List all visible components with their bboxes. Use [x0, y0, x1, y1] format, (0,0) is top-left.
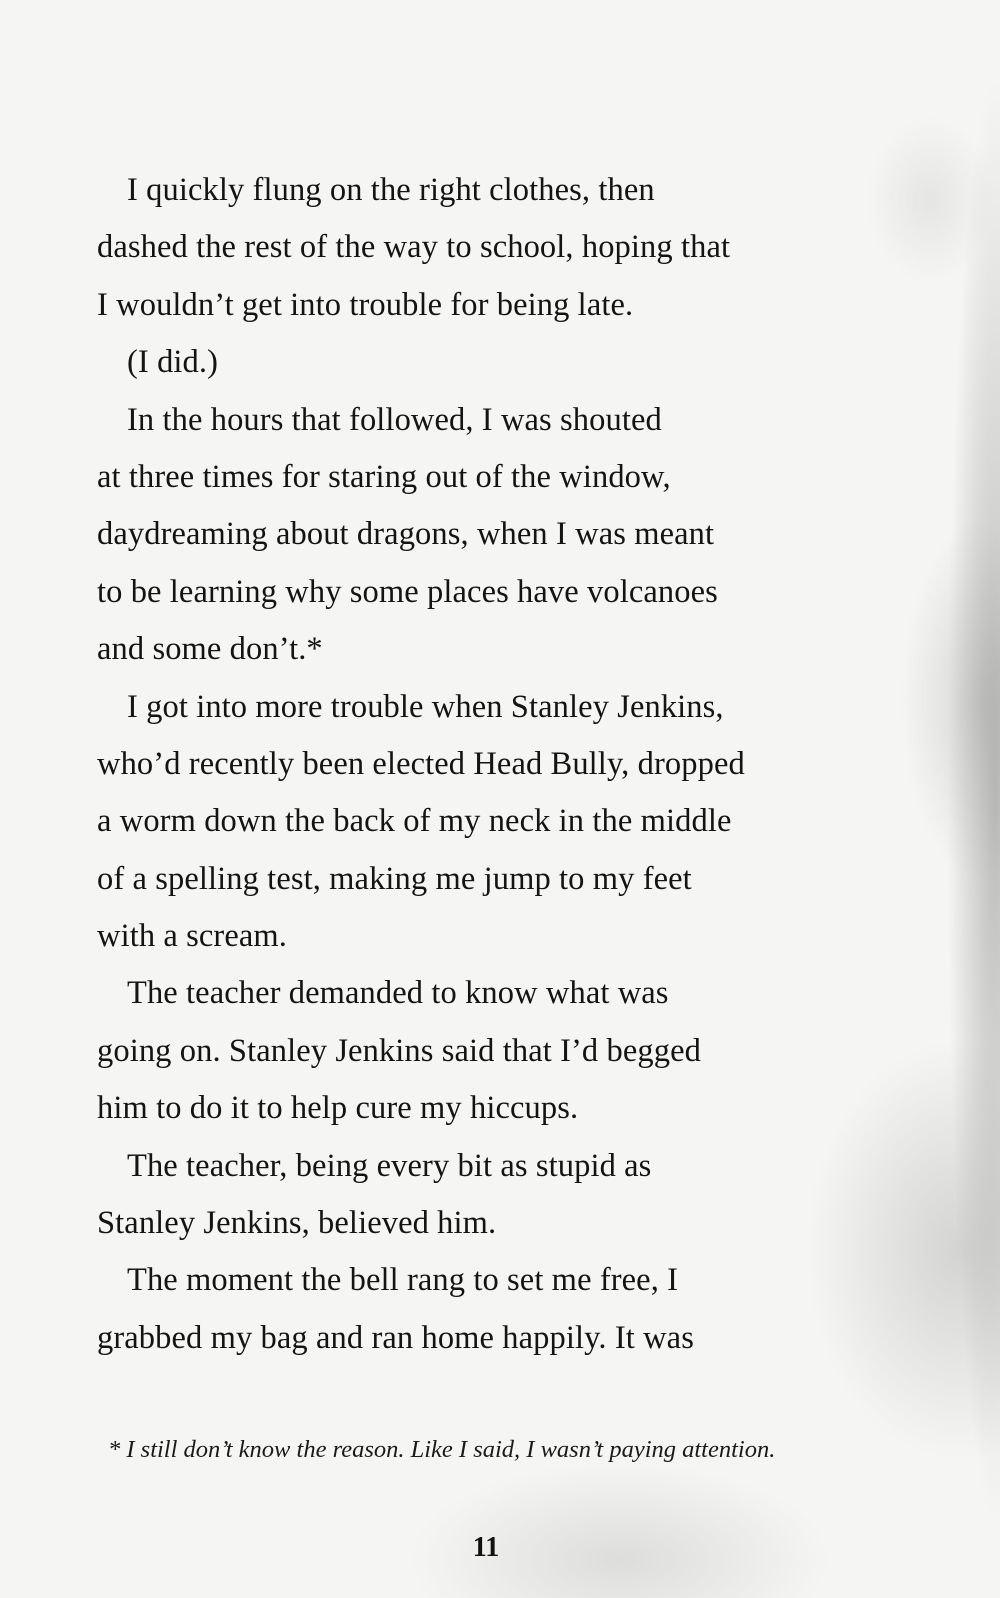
text-line: I wouldn’t get into trouble for being late.	[97, 286, 634, 323]
text-line: In the hours that followed, I was shouted	[127, 401, 662, 438]
text-line: going on. Stanley Jenkins said that I’d begged	[97, 1032, 701, 1069]
text-line: I quickly flung on the right clothes, then	[127, 172, 655, 208]
text-line: a worm down the back of my neck in the middle	[97, 803, 732, 840]
text-line: dashed the rest of the way to school, hoping that	[97, 229, 731, 266]
page-number: 11	[472, 1532, 500, 1563]
text-line: (I did.)	[127, 344, 219, 381]
text-line: who’d recently been elected Head Bully, dropped	[97, 745, 745, 782]
text-line: I got into more trouble when Stanley Jenkins,	[127, 688, 724, 725]
text-line: of a spelling test, making me jump to my feet	[97, 860, 692, 897]
text-line: grabbed my bag and ran home happily. It was	[97, 1319, 694, 1356]
text-line: The teacher, being every bit as stupid as	[127, 1147, 652, 1184]
text-line: at three times for staring out of the window,	[97, 458, 671, 495]
text-line: to be learning why some places have volcanoes	[97, 573, 718, 610]
text-line: Stanley Jenkins, believed him.	[97, 1205, 497, 1242]
text-line: with a scream.	[97, 918, 288, 955]
footnote: * I still don’t know the reason. Like I said, I wasn’t paying attention.	[108, 1436, 776, 1463]
text-line: and some don’t.*	[97, 631, 323, 668]
body-text	[97, 162, 897, 1367]
text-line: daydreaming about dragons, when I was meant	[97, 516, 715, 553]
text-line: him to do it to help cure my hiccups.	[97, 1090, 579, 1127]
text-line: The moment the bell rang to set me free, I	[127, 1262, 679, 1299]
text-line: The teacher demanded to know what was	[127, 975, 669, 1012]
